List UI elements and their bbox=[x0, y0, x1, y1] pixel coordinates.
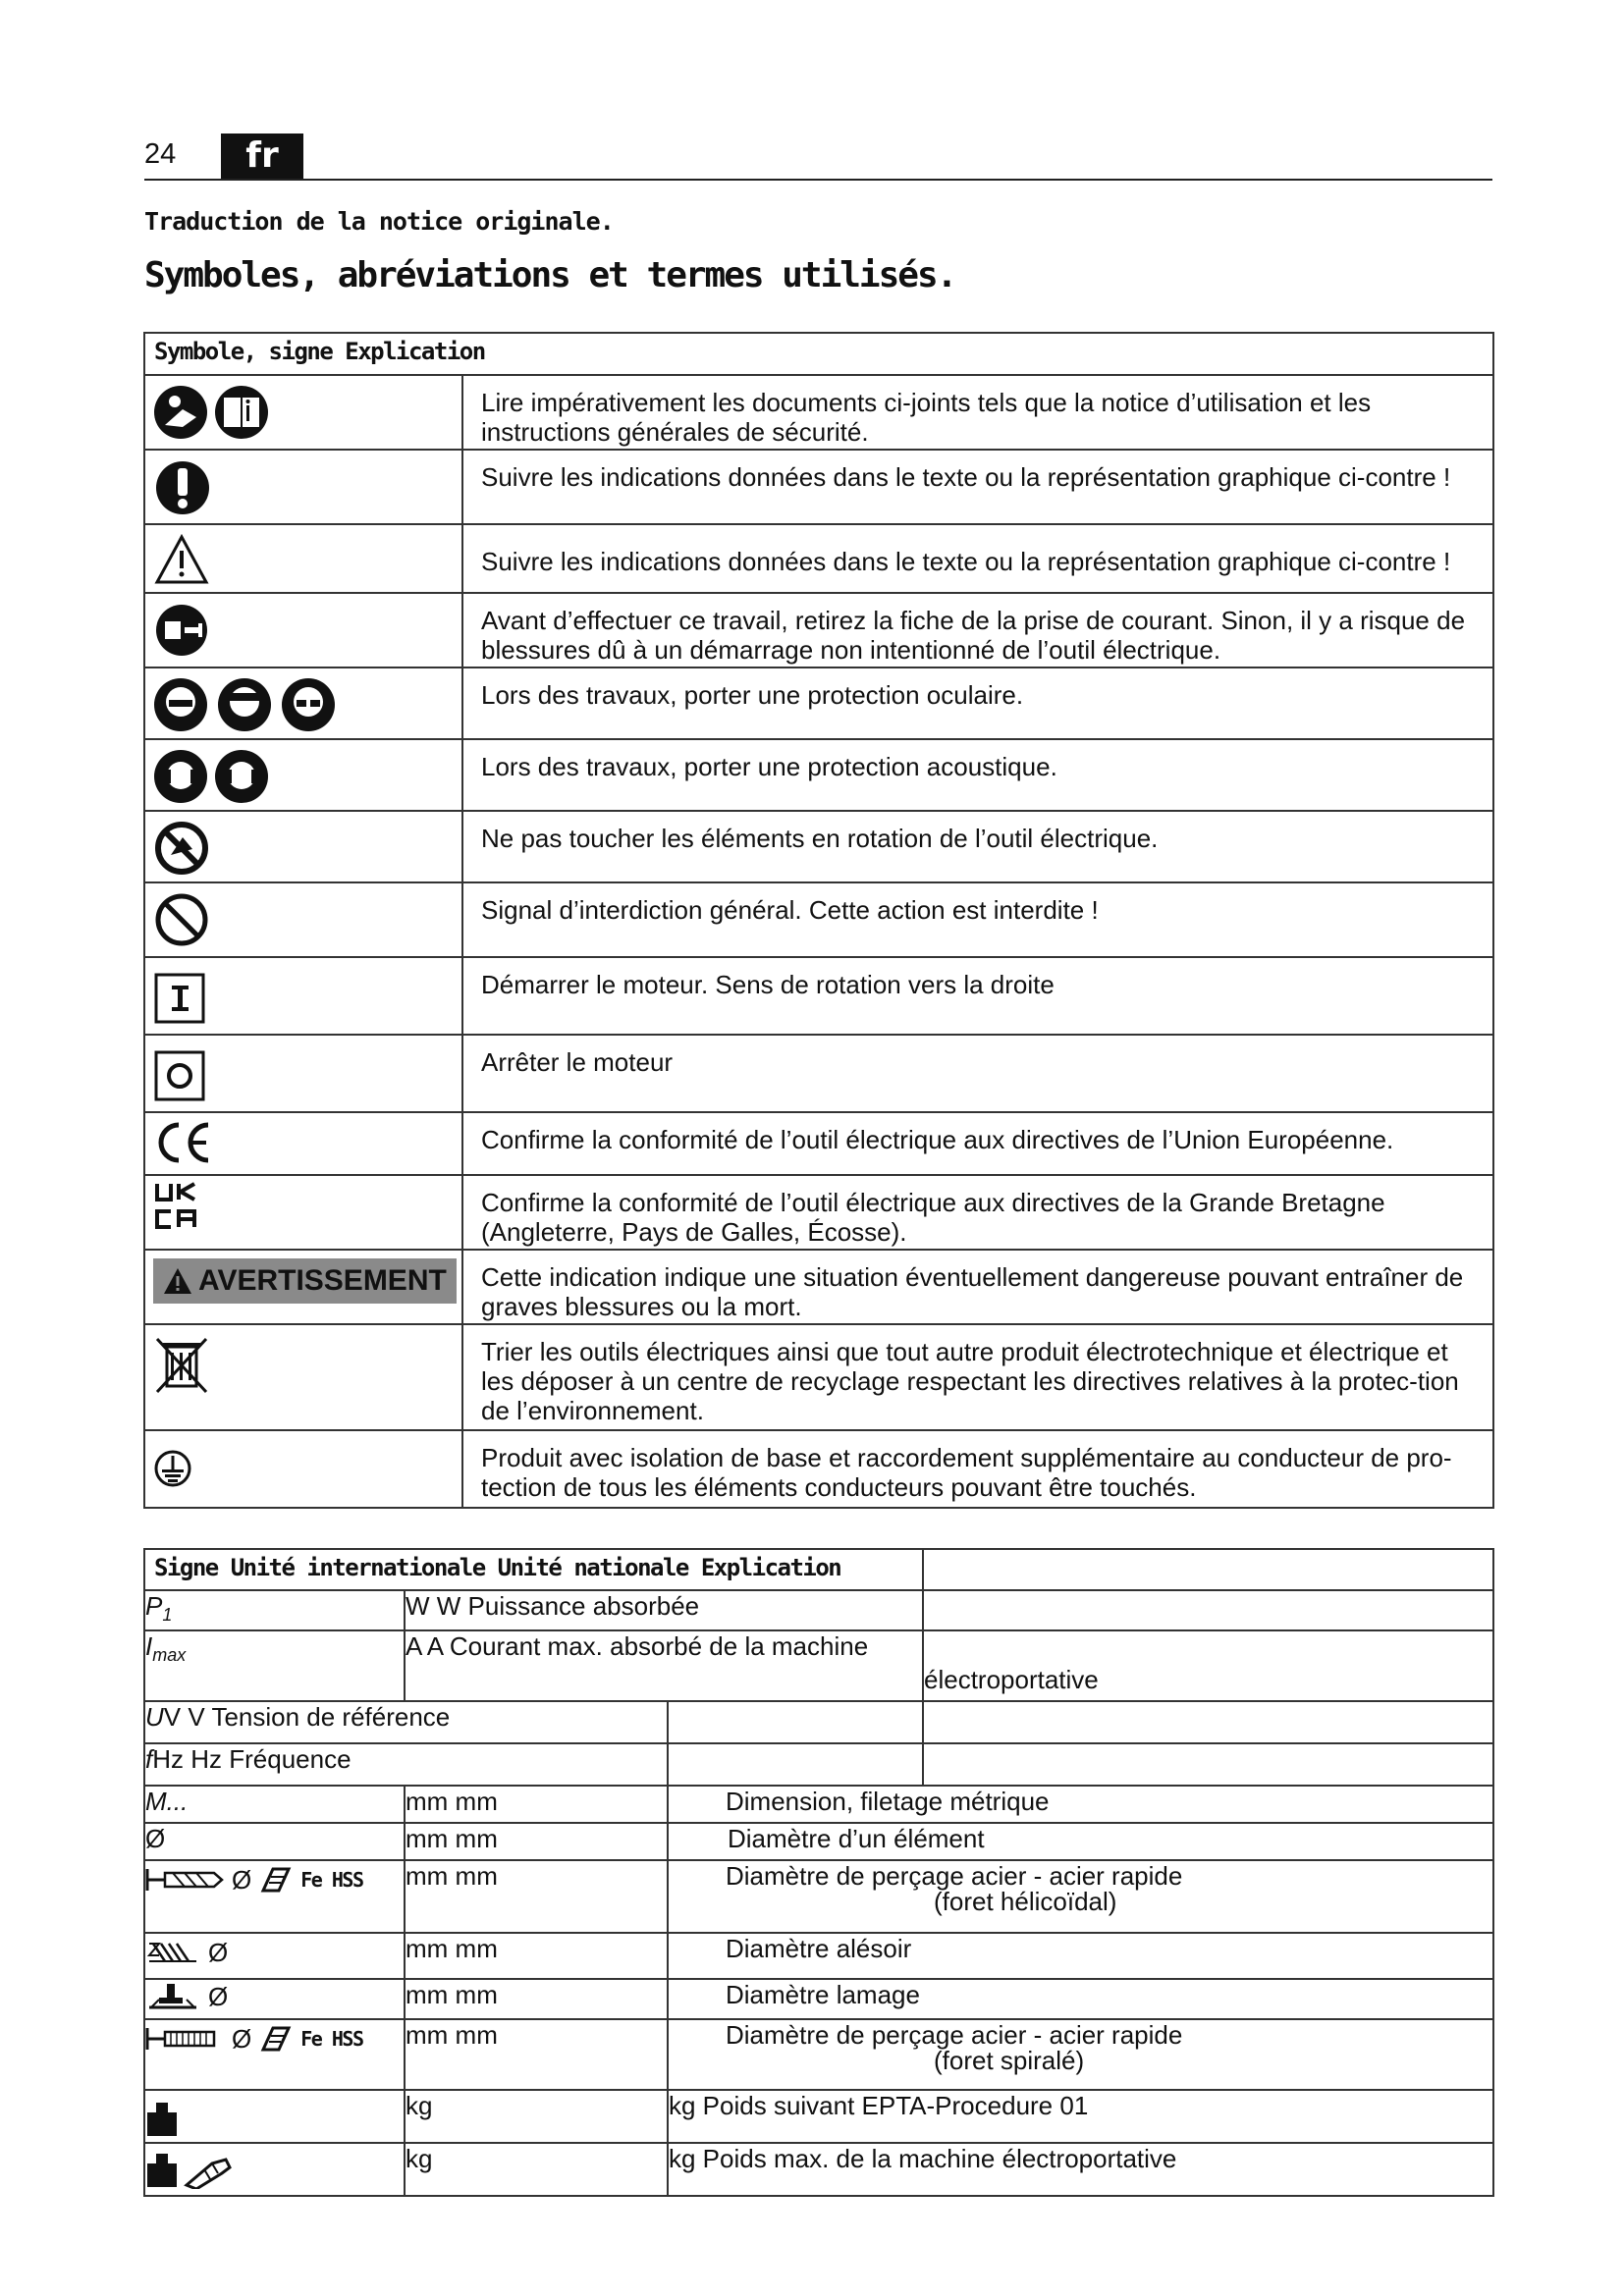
page-number: 24 bbox=[144, 138, 177, 170]
protective-earth-icon bbox=[153, 1449, 192, 1488]
unit-sign: $P_1$ bbox=[145, 1591, 173, 1626]
units-table-header: Signe Unité internationale Unité nationale Explication bbox=[154, 1554, 841, 1581]
table-row bbox=[144, 1590, 1493, 1630]
unit-sign: Ø bbox=[208, 1938, 229, 1968]
unit-values: mm mm bbox=[406, 2020, 498, 2051]
table-row bbox=[144, 1112, 1493, 1175]
unit-values: mm mm bbox=[406, 1787, 498, 1817]
unit-values: mm mm bbox=[406, 1980, 498, 2010]
table-row bbox=[144, 667, 1493, 739]
unit-desc-cont: (foret hélicoïdal) bbox=[934, 1887, 1117, 1917]
table-row bbox=[144, 450, 1493, 524]
symbol-explanation: Avant d’effectuer ce travail, retirez la fiche de la prise de courant. Sinon, il y a risque de blessures dû à un démarrage non intentionné de l’outil électrique. bbox=[481, 606, 1466, 665]
unit-desc: Dimension, filetage métrique bbox=[726, 1787, 1050, 1817]
material-tag: Fe HSS bbox=[300, 1868, 363, 1893]
table-row bbox=[144, 1430, 1493, 1508]
read-manual-icon bbox=[153, 384, 271, 441]
unit-values: mm mm bbox=[406, 1934, 498, 1964]
table-row bbox=[144, 1786, 1493, 1823]
unit-desc: W W Puissance absorbée bbox=[406, 1591, 700, 1621]
unit-desc: kg Poids suivant EPTA-Procedure 01 bbox=[669, 2091, 1089, 2121]
warning-badge-label: AVERTISSEMENT bbox=[198, 1264, 447, 1297]
unit-desc-cont: (foret spiralé) bbox=[934, 2046, 1085, 2076]
table-row bbox=[144, 1823, 1493, 1860]
unit-desc: Diamètre de perçage acier - acier rapide bbox=[726, 1861, 1183, 1892]
unit-desc: kg Poids max. de la machine électroportative bbox=[669, 2144, 1177, 2174]
symbol-explanation: Produit avec isolation de base et raccordement supplémentaire au conducteur de pro-tection de tous les éléments conducteurs pouvant être touchés. bbox=[481, 1443, 1452, 1502]
material-tag: Fe HSS bbox=[300, 2027, 363, 2052]
table-row bbox=[144, 1979, 1493, 2019]
twist-drill-icon bbox=[145, 1865, 224, 1895]
unit-desc: Diamètre lamage bbox=[726, 1980, 920, 2010]
weee-bin-icon bbox=[153, 1335, 210, 1396]
unit-values: mm mm bbox=[406, 1824, 498, 1854]
symbol-explanation: Démarrer le moteur. Sens de rotation vers la droite bbox=[481, 970, 1055, 999]
unit-sign: M... bbox=[145, 1787, 189, 1817]
unit-sign: Ø bbox=[232, 2024, 252, 2055]
spiral-drill-icon bbox=[145, 2024, 224, 2054]
table-row bbox=[144, 739, 1493, 811]
table-row bbox=[144, 375, 1493, 450]
unplug-icon bbox=[153, 602, 210, 659]
warning-triangle-icon bbox=[163, 1267, 192, 1295]
table-row bbox=[144, 1035, 1493, 1112]
symbol-explanation: Confirme la conformité de l’outil électrique aux directives de l’Union Européenne. bbox=[481, 1125, 1394, 1154]
mandatory-exclamation-icon bbox=[153, 458, 212, 517]
table-row bbox=[144, 811, 1493, 882]
table-header-row bbox=[144, 1549, 1493, 1590]
steel-material-icon bbox=[259, 1865, 293, 1895]
unit-desc: Diamètre alésoir bbox=[726, 1934, 912, 1964]
symbol-explanation: Confirme la conformité de l’outil électrique aux directives de la Grande Bretagne (Angleterre, Pays de Galles, Écosse). bbox=[481, 1188, 1385, 1247]
symbol-explanation: Ne pas toucher les éléments en rotation de l’outil électrique. bbox=[481, 824, 1159, 853]
motor-stop-icon bbox=[153, 1049, 206, 1102]
table-row bbox=[144, 957, 1493, 1035]
header-rule bbox=[144, 179, 1492, 181]
table-row bbox=[144, 1743, 1493, 1786]
table-row bbox=[144, 1701, 1493, 1743]
symbol-explanation: Lors des travaux, porter une protection oculaire. bbox=[481, 680, 1024, 710]
unit-desc: A A Courant max. absorbé de la machine bbox=[406, 1631, 869, 1662]
unit-sign: $I_{max}$ bbox=[145, 1631, 187, 1666]
unit-sign: Ø bbox=[145, 1824, 166, 1854]
table-header-row bbox=[144, 333, 1493, 375]
warning-triangle-icon bbox=[153, 533, 210, 586]
table-row bbox=[144, 2019, 1493, 2090]
unit-values: mm mm bbox=[406, 1861, 498, 1892]
power-tool-icon bbox=[183, 2156, 234, 2189]
no-touch-rotating-icon bbox=[153, 820, 210, 877]
ce-mark-icon bbox=[153, 1119, 214, 1166]
steel-material-icon bbox=[259, 2024, 293, 2054]
table-row bbox=[144, 1860, 1493, 1933]
symbols-table bbox=[143, 332, 1494, 1509]
symbol-explanation: Signal d’interdiction général. Cette action est interdite ! bbox=[481, 895, 1099, 925]
counterbore-icon bbox=[145, 1982, 200, 2011]
unit-desc: Diamètre d’un élément bbox=[728, 1824, 985, 1854]
table-row bbox=[144, 1175, 1493, 1250]
weight-icon bbox=[145, 2101, 179, 2138]
ukca-mark-icon bbox=[153, 1182, 200, 1235]
unit-desc: fHz Hz Fréquence bbox=[145, 1744, 352, 1775]
table-row bbox=[144, 2090, 1493, 2143]
symbol-explanation: Arrêter le moteur bbox=[481, 1047, 674, 1077]
unit-desc-cont: électroportative bbox=[924, 1665, 1099, 1695]
unit-sign: Ø bbox=[208, 1982, 229, 2012]
symbol-explanation: Lire impérativement les documents ci-joints tels que la notice d’utilisation et les instructions générales de sécurité. bbox=[481, 388, 1372, 447]
table-row bbox=[144, 1933, 1493, 1979]
symbols-table-header: Symbole, signe Explication bbox=[154, 338, 485, 365]
unit-sign: Ø bbox=[232, 1865, 252, 1896]
weight-icon bbox=[145, 2152, 179, 2189]
units-table bbox=[143, 1548, 1494, 2197]
symbol-explanation: Trier les outils électriques ainsi que tout autre produit électrotechnique et électrique et les déposer à un centre de recyclage respectant les directives relatives à la protec-tion de l’environnement. bbox=[481, 1337, 1459, 1425]
table-row bbox=[144, 1630, 1493, 1701]
ear-protection-icon bbox=[153, 748, 271, 805]
table-row bbox=[144, 524, 1493, 593]
symbol-explanation: Lors des travaux, porter une protection acoustique. bbox=[481, 752, 1057, 781]
reamer-icon bbox=[145, 1938, 200, 1967]
motor-start-icon bbox=[153, 972, 206, 1025]
eye-protection-icon bbox=[153, 676, 336, 733]
symbol-explanation: Suivre les indications données dans le texte ou la représentation graphique ci-contre ! bbox=[481, 462, 1451, 492]
unit-values: kg bbox=[406, 2144, 433, 2174]
unit-desc: Diamètre de perçage acier - acier rapide bbox=[726, 2020, 1183, 2051]
language-badge: fr bbox=[221, 133, 303, 179]
table-row bbox=[144, 2143, 1493, 2196]
symbol-explanation: Suivre les indications données dans le texte ou la représentation graphique ci-contre ! bbox=[481, 547, 1451, 576]
table-row bbox=[144, 1324, 1493, 1430]
warning-badge bbox=[153, 1258, 457, 1304]
subtitle: Traduction de la notice originale. bbox=[144, 207, 614, 236]
prohibition-icon bbox=[153, 891, 210, 948]
unit-desc: UV V Tension de référence bbox=[145, 1702, 451, 1733]
page-title: Symboles, abréviations et termes utilisés. bbox=[144, 255, 956, 295]
symbol-explanation: Cette indication indique une situation éventuellement dangereuse pouvant entraîner de graves blessures ou la mort. bbox=[481, 1262, 1464, 1321]
unit-values: kg bbox=[406, 2091, 433, 2121]
table-row bbox=[144, 1250, 1493, 1324]
table-row bbox=[144, 593, 1493, 667]
table-row bbox=[144, 882, 1493, 957]
